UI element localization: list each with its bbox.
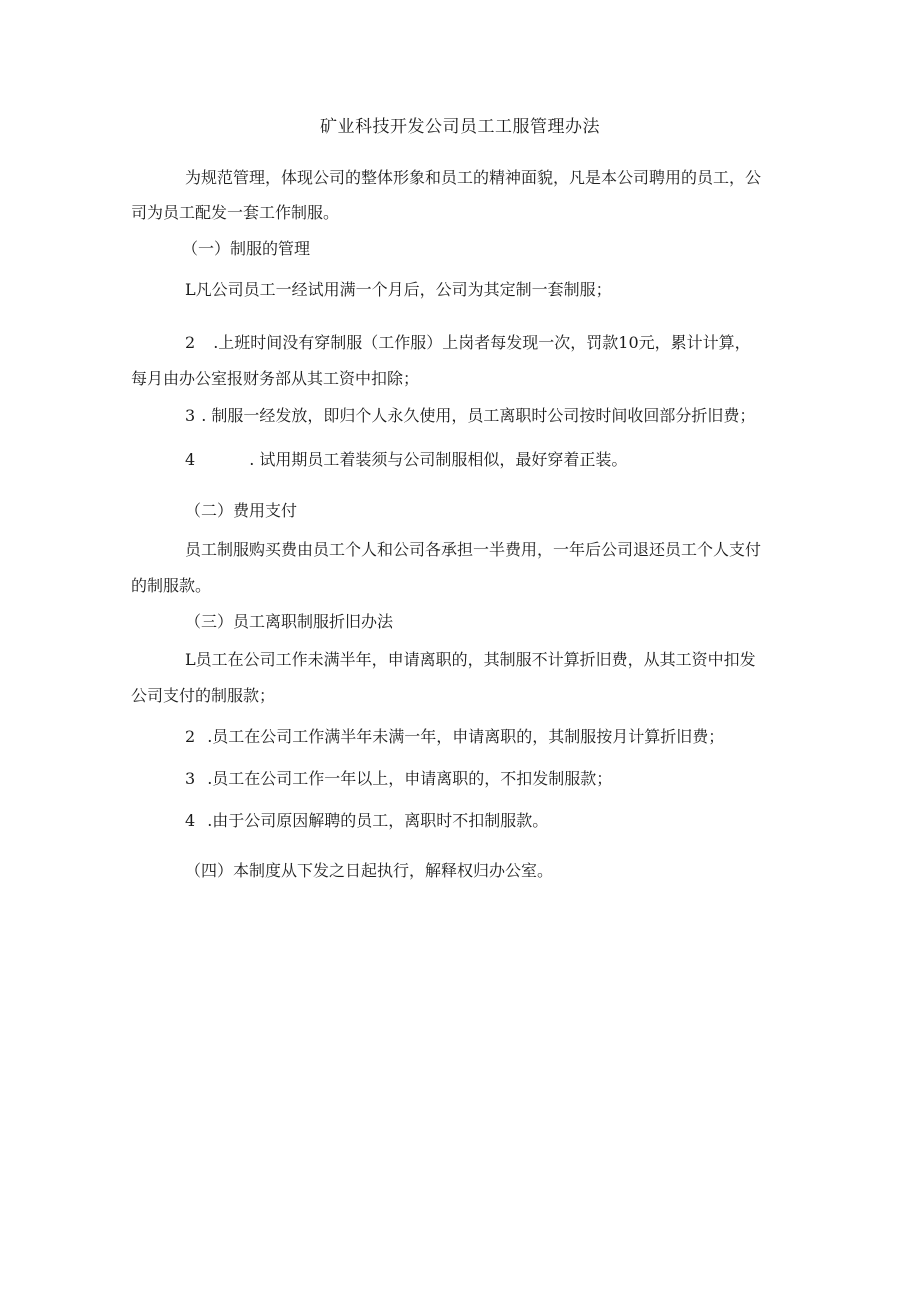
- section-1-item-2: [185, 333, 751, 353]
- section-2-heading: （二）费用支付: [185, 501, 298, 520]
- section-1-item-3: [185, 406, 755, 426]
- section-3-item-1-cont: 公司支付的制服款；: [131, 686, 276, 705]
- section-1-heading: （一）制服的管理: [182, 239, 311, 258]
- item-number: 3: [185, 769, 196, 788]
- item-number: 2: [185, 727, 196, 746]
- section-1-item-1: L凡公司员工一经试用满一个月后，公司为其定制一套制服；: [185, 280, 612, 299]
- item-number: 4: [185, 450, 196, 469]
- section-3-item-4: [185, 811, 548, 831]
- section-2-line-1: 员工制服购买费由员工个人和公司各承担一半费用，一年后公司退还员工个人支付: [185, 540, 762, 559]
- item-number: 2: [185, 333, 196, 352]
- item-text: .上班时间没有穿制服（工作服）上岗者每发现一次，罚款10元，累计计算，: [213, 333, 751, 352]
- section-3-item-3: [185, 769, 612, 789]
- document-title: 矿业科技开发公司员工工服管理办法: [320, 117, 600, 137]
- section-3-item-2: [185, 727, 724, 747]
- intro-line-1: 为规范管理，体现公司的整体形象和员工的精神面貌，凡是本公司聘用的员工，公: [185, 168, 762, 187]
- section-4-text: （四）本制度从下发之日起执行，解释权归办公室。: [185, 861, 554, 880]
- item-text: . 试用期员工着装须与公司制服相似，最好穿着正装。: [249, 450, 628, 469]
- section-2-line-2: 的制服款。: [131, 576, 212, 595]
- item-text: .员工在公司工作满半年未满一年，申请离职的，其制服按月计算折旧费；: [207, 727, 725, 746]
- section-1-item-4: [185, 450, 627, 470]
- item-text: . 制服一经发放，即归个人永久使用，员工离职时公司按时间收回部分折旧费；: [201, 406, 756, 425]
- item-text: .由于公司原因解聘的员工，离职时不扣制服款。: [207, 811, 549, 830]
- item-number: 4: [185, 811, 196, 830]
- intro-line-2: 司为员工配发一套工作制服。: [131, 203, 340, 222]
- item-text: .员工在公司工作一年以上，申请离职的，不扣发制服款；: [207, 769, 613, 788]
- item-number: 3: [185, 406, 196, 425]
- section-3-item-1: L员工在公司工作未满半年，申请离职的，其制服不计算折旧费，从其工资中扣发: [185, 650, 756, 669]
- section-3-heading: （三）员工离职制服折旧办法: [185, 612, 394, 631]
- section-1-item-2-cont: 每月由办公室报财务部从其工资中扣除；: [131, 369, 420, 388]
